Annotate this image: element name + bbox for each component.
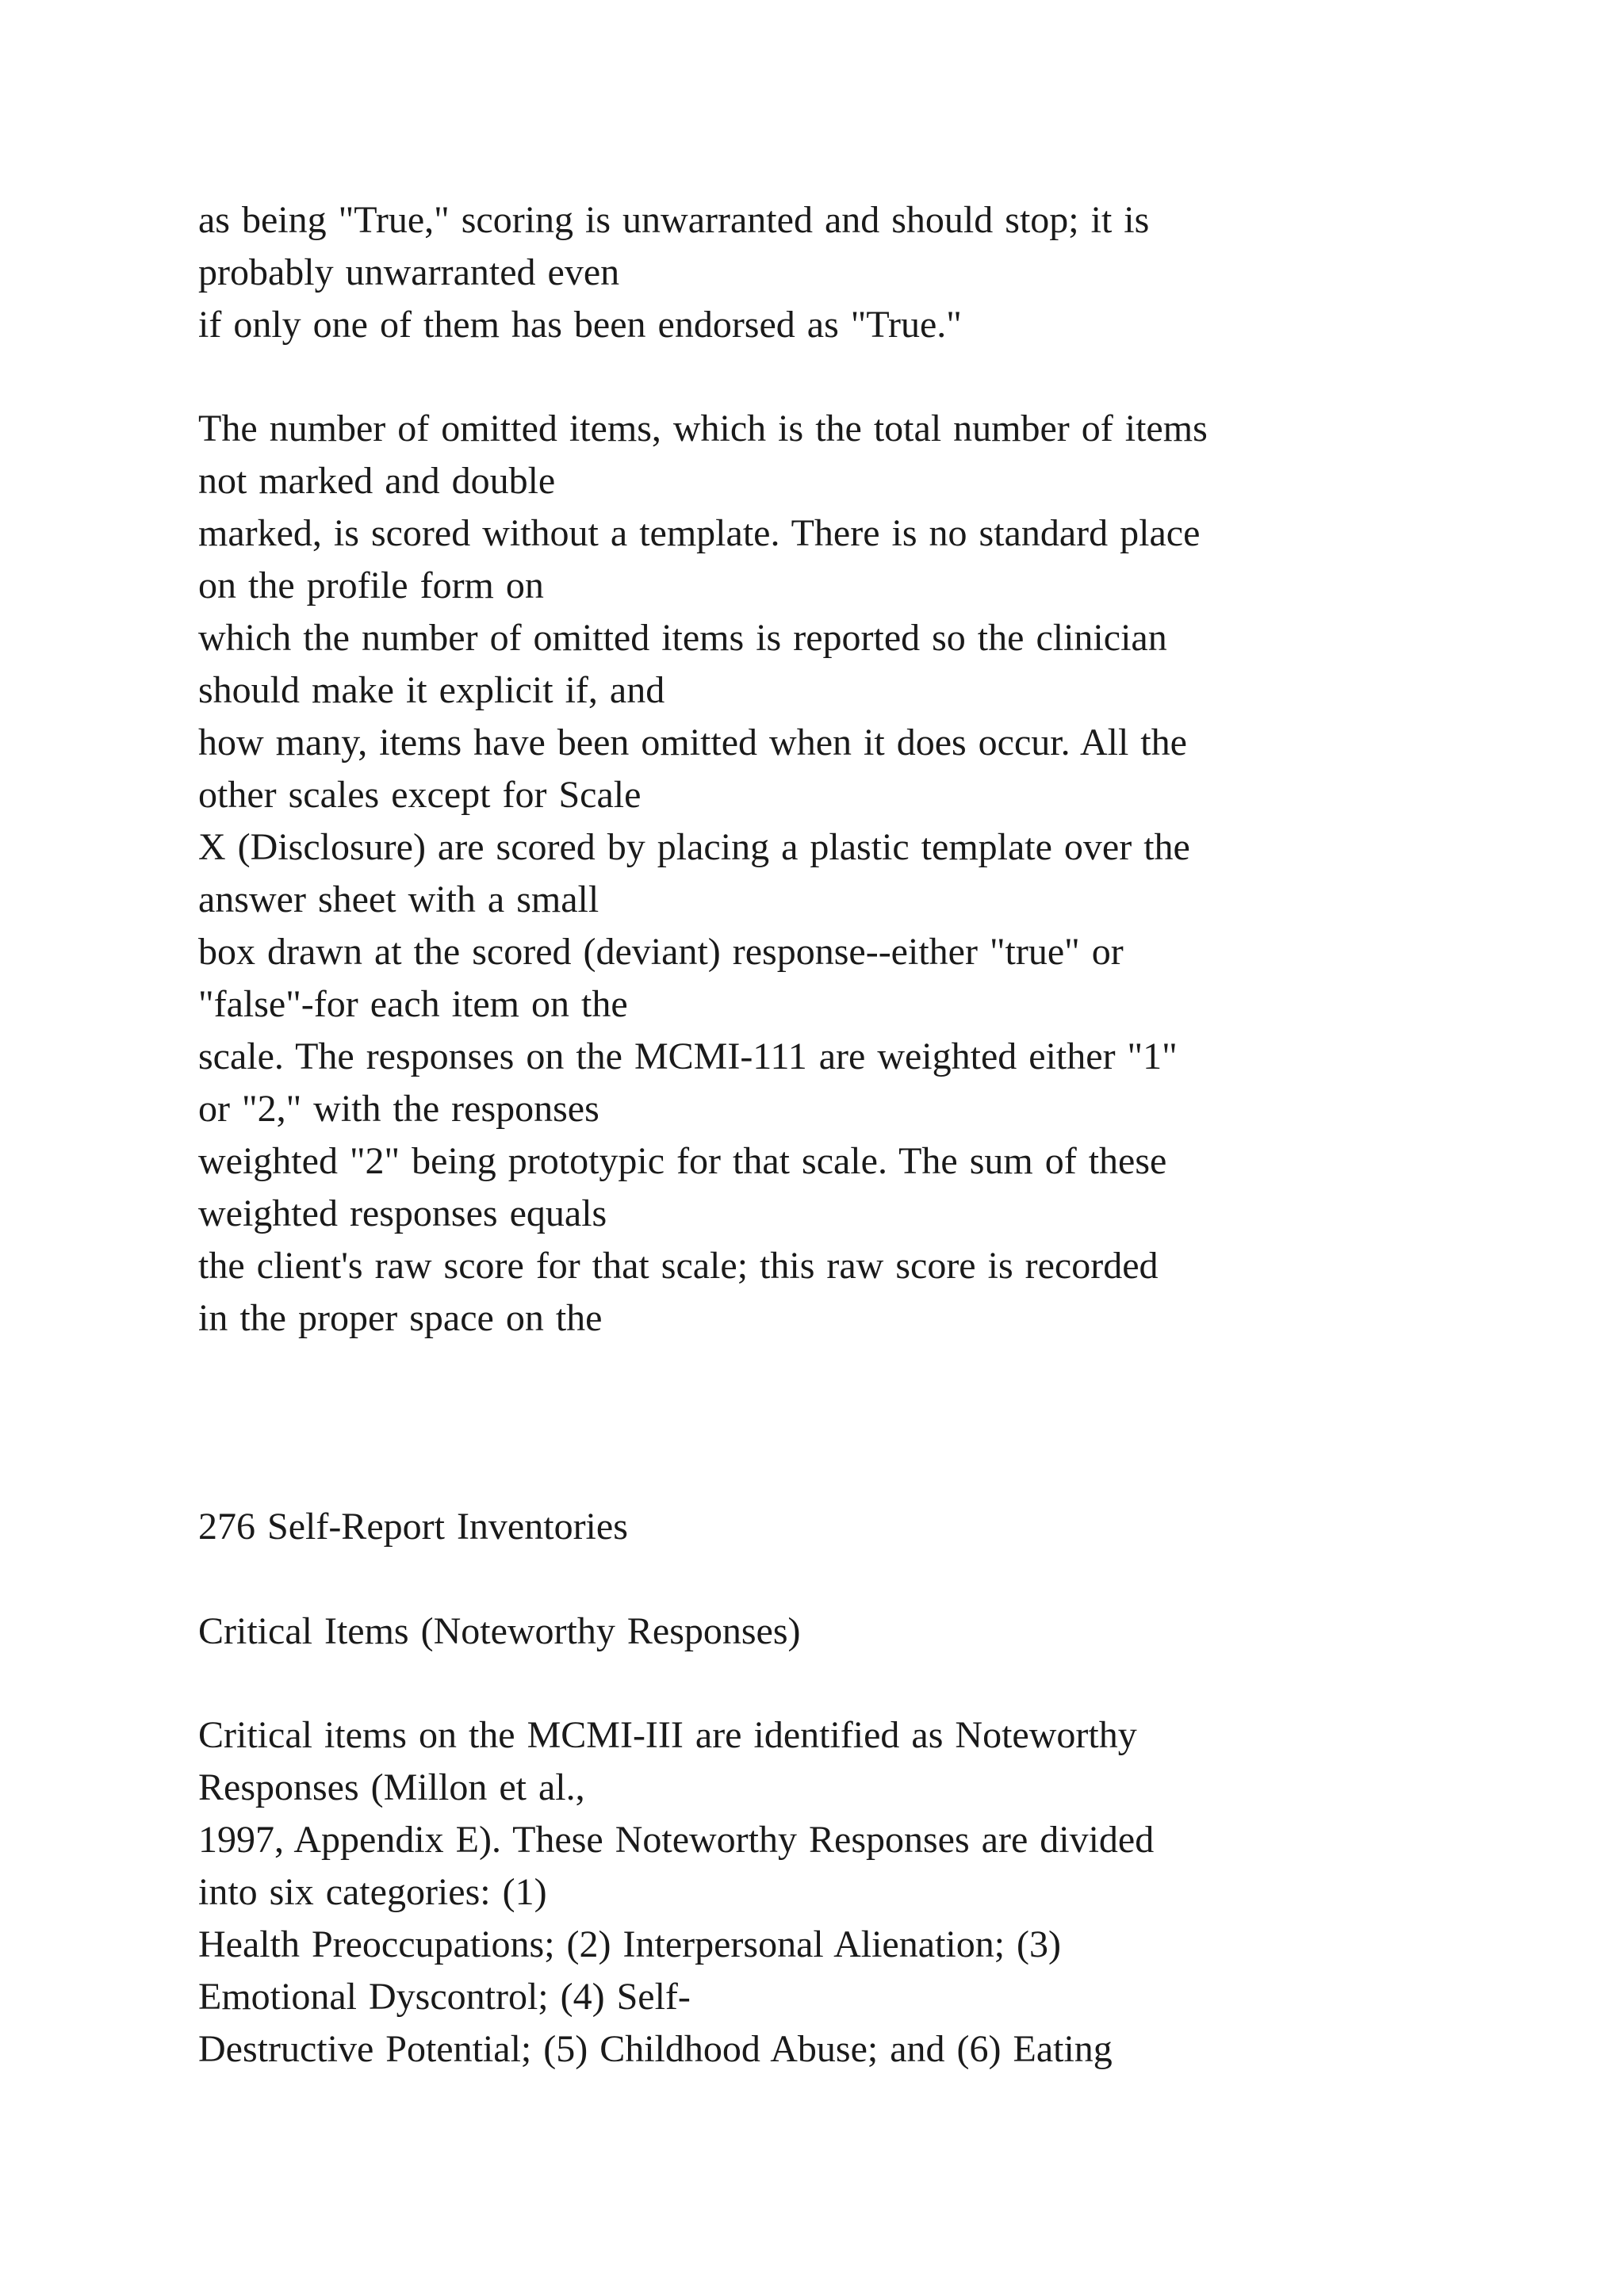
- text-line: not marked and double: [198, 460, 556, 502]
- text-line: The number of omitted items, which is the total number of items: [198, 408, 1208, 450]
- text-line: marked, is scored without a template. There is no standard place: [198, 512, 1201, 554]
- text-line: 1997, Appendix E). These Noteworthy Responses are divided: [198, 1819, 1155, 1861]
- text-line: in the proper space on the: [198, 1297, 603, 1339]
- text-line: answer sheet with a small: [198, 878, 599, 920]
- text-line: Critical items on the MCMI-III are identified as Noteworthy: [198, 1714, 1137, 1756]
- text-line: scale. The responses on the MCMI-111 are weighted either "1": [198, 1035, 1178, 1077]
- text-line: Destructive Potential; (5) Childhood Abuse; and (6) Eating: [198, 2028, 1113, 2070]
- text-line: "false"-for each item on the: [198, 983, 628, 1025]
- text-line: into six categories: (1): [198, 1871, 547, 1913]
- text-line: box drawn at the scored (deviant) response--either "true" or: [198, 931, 1124, 973]
- text-line: Health Preoccupations; (2) Interpersonal Alienation; (3): [198, 1923, 1061, 1965]
- text-line: probably unwarranted even: [198, 251, 620, 293]
- text-line: how many, items have been omitted when it does occur. All the: [198, 721, 1187, 763]
- text-line: other scales except for Scale: [198, 774, 642, 816]
- text-line: on the profile form on: [198, 564, 544, 607]
- running-header: 276 Self-Report Inventories: [198, 1506, 628, 1548]
- text-line: weighted responses equals: [198, 1192, 607, 1234]
- text-line: if only one of them has been endorsed as "True.": [198, 304, 962, 346]
- text-line: Responses (Millon et al.,: [198, 1766, 585, 1808]
- section-heading: Critical Items (Noteworthy Responses): [198, 1610, 801, 1652]
- text-line: should make it explicit if, and: [198, 669, 665, 711]
- text-line: weighted "2" being prototypic for that scale. The sum of these: [198, 1140, 1167, 1182]
- text-line: as being "True," scoring is unwarranted and should stop; it is: [198, 199, 1150, 241]
- text-line: Emotional Dyscontrol; (4) Self-: [198, 1976, 691, 2018]
- text-line: which the number of omitted items is reported so the clinician: [198, 617, 1167, 659]
- text-line: or "2," with the responses: [198, 1088, 599, 1130]
- text-line: the client's raw score for that scale; this raw score is recorded: [198, 1245, 1159, 1287]
- text-line: X (Disclosure) are scored by placing a plastic template over the: [198, 826, 1190, 868]
